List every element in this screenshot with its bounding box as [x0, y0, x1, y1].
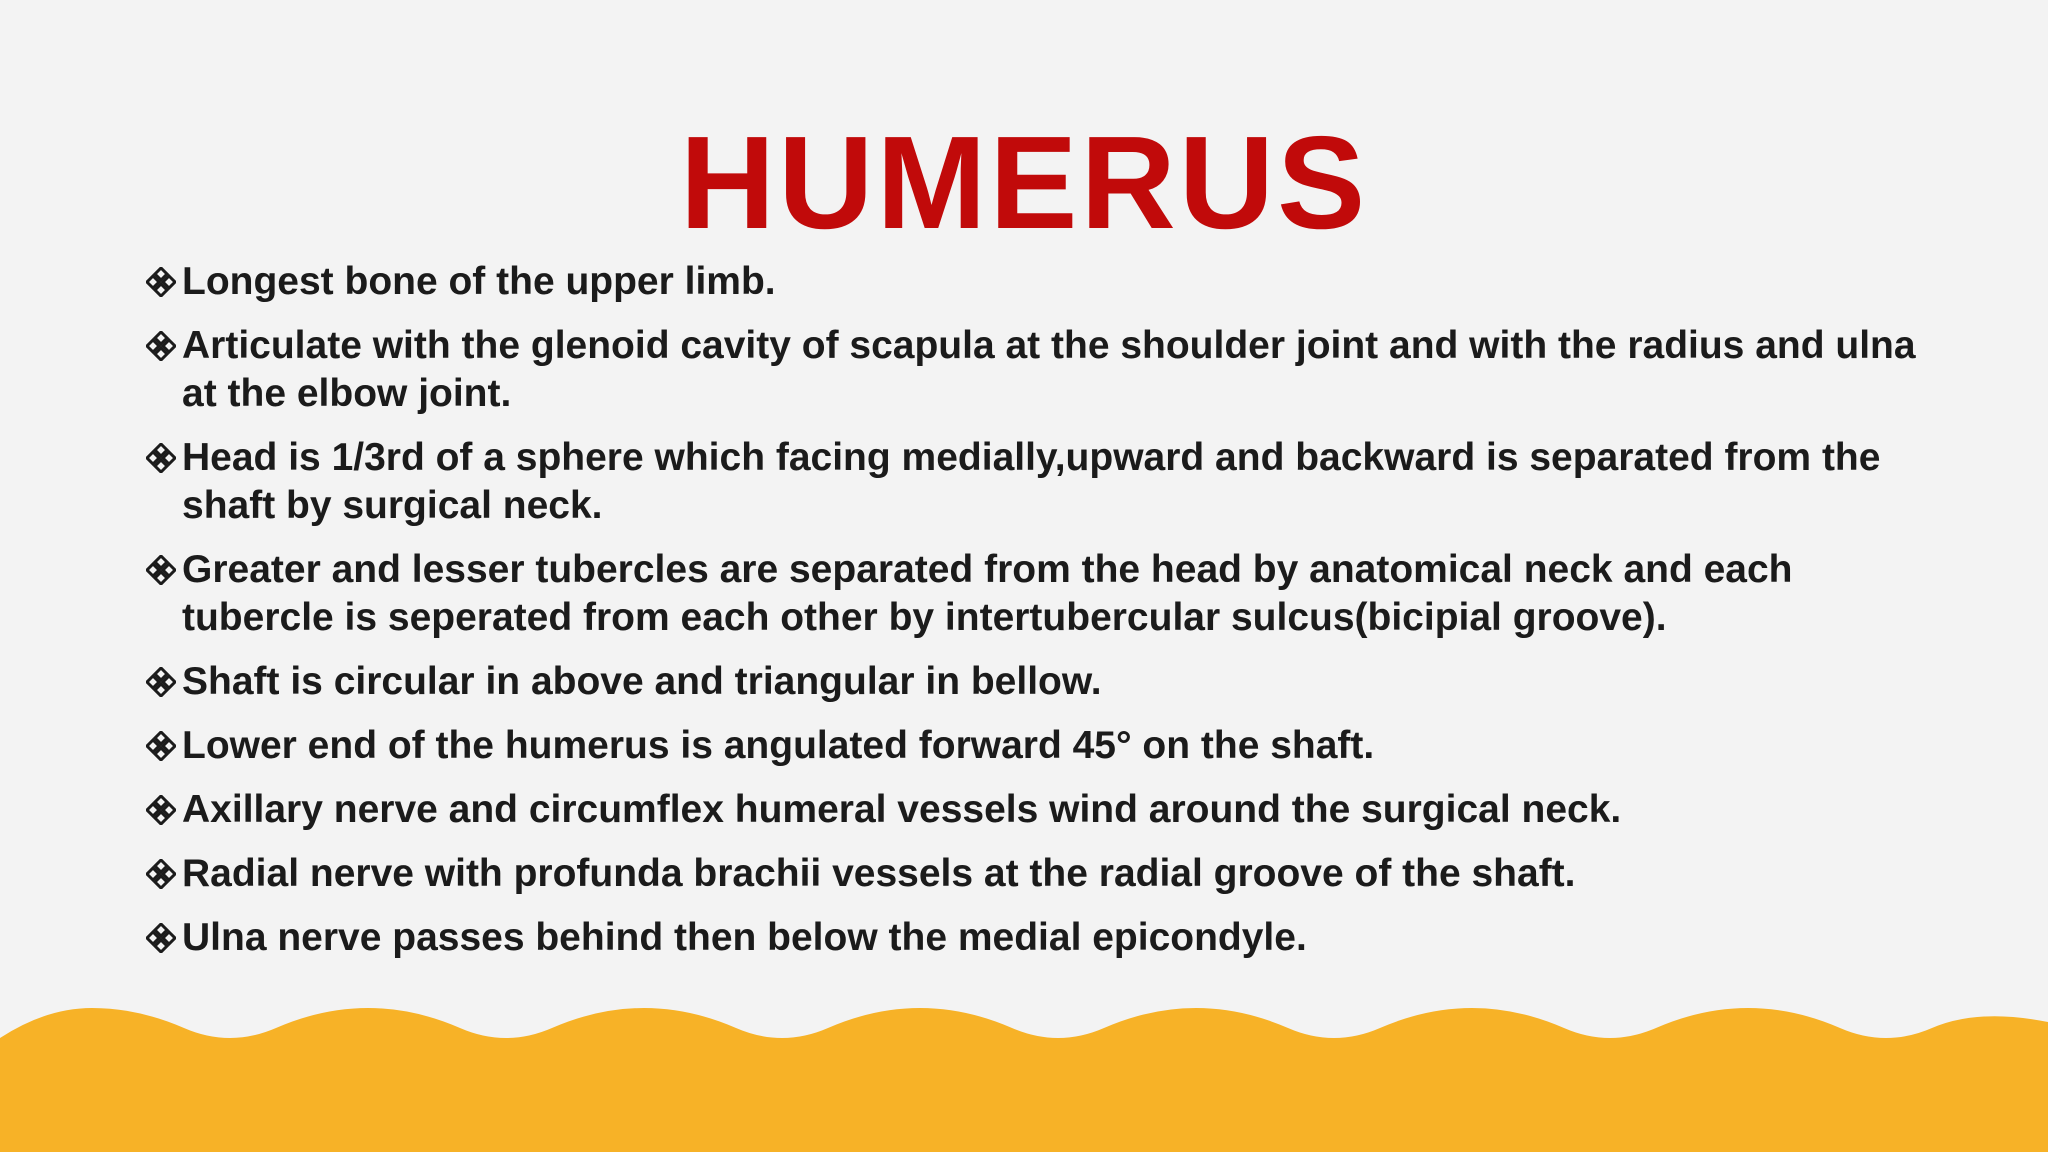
bullet-text: Greater and lesser tubercles are separated from the head by anatomical neck and each tubercle is seperated from each other by intertubercular sulcus(bicipial groove).: [182, 548, 1793, 639]
wave-footer-shape: [0, 1008, 2048, 1152]
bullet-item: [146, 722, 1926, 770]
bullet-text: Shaft is circular in above and triangular in bellow.: [182, 660, 1102, 703]
bullet-item: [146, 850, 1926, 898]
bullet-item: [146, 546, 1926, 642]
bullet-text: Radial nerve with profunda brachii vessels at the radial groove of the shaft.: [182, 852, 1576, 895]
four-diamond-bullet-icon: [146, 658, 182, 706]
four-diamond-bullet-icon: [146, 322, 182, 370]
bullet-text: Ulna nerve passes behind then below the medial epicondyle.: [182, 916, 1307, 959]
bullet-item: [146, 258, 1926, 306]
four-diamond-bullet-icon: [146, 850, 182, 898]
bullet-text: Lower end of the humerus is angulated forward 45° on the shaft.: [182, 724, 1375, 767]
wave-footer-decoration: [0, 992, 2048, 1152]
bullet-text: Axillary nerve and circumflex humeral vessels wind around the surgical neck.: [182, 788, 1622, 831]
bullet-item: [146, 658, 1926, 706]
bullet-text: Longest bone of the upper limb.: [182, 260, 776, 303]
bullet-item: [146, 786, 1926, 834]
four-diamond-bullet-icon: [146, 786, 182, 834]
bullet-text: Head is 1/3rd of a sphere which facing medially,upward and backward is separated from the shaft by surgical neck.: [182, 436, 1881, 527]
four-diamond-bullet-icon: [146, 434, 182, 482]
bullet-item: [146, 434, 1926, 530]
slide-title: HUMERUS: [679, 109, 1369, 256]
four-diamond-bullet-icon: [146, 258, 182, 306]
four-diamond-bullet-icon: [146, 546, 182, 594]
bullet-list: [146, 258, 1926, 978]
four-diamond-bullet-icon: [146, 722, 182, 770]
four-diamond-bullet-icon: [146, 914, 182, 962]
bullet-item: [146, 914, 1926, 962]
bullet-item: [146, 322, 1926, 418]
bullet-text: Articulate with the glenoid cavity of scapula at the shoulder joint and with the radius and ulna at the elbow joint.: [182, 324, 1916, 415]
